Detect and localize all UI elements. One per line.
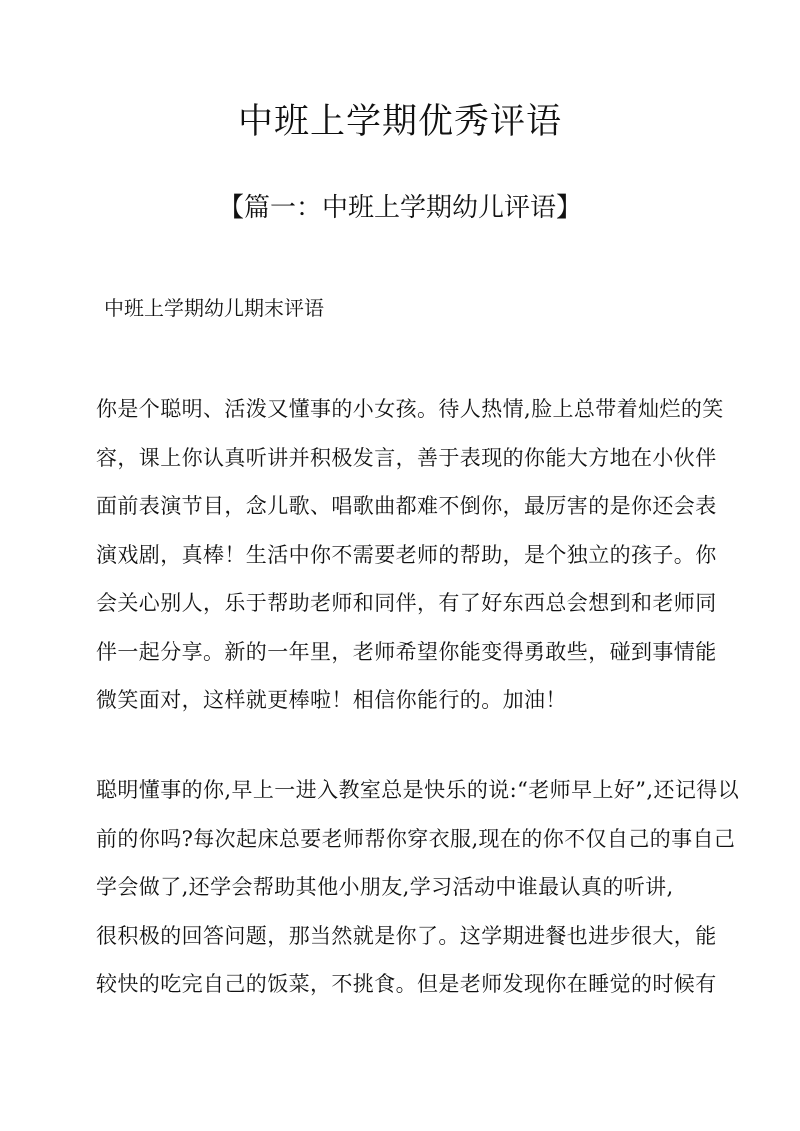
paragraph-line: 面前表演节目，念儿歌、唱歌曲都难不倒你，最厉害的是你还会表 [96,494,717,518]
paragraph-line: 容，课上你认真听讲并积极发言，善于表现的你能大方地在小伙伴 [96,445,717,470]
paragraph-line: 会关心别人，乐于帮助老师和同伴，有了好东西总会想到和老师同 [96,591,717,615]
paragraph-1 [96,385,724,725]
paragraph-line: 聪明懂事的你,早上一进入教室总是快乐的说:“老师早上好”,还记得以 [96,778,740,802]
paragraph-2 [96,766,740,1009]
paragraph-line: 较快的吃完自己的饭菜，不挑食。但是老师发现你在睡觉的时候有 [96,972,717,996]
document-title: 中班上学期优秀评语 [237,102,562,142]
paragraph-line: 学会做了,还学会帮助其他小朋友,学习活动中谁最认真的听讲, [96,875,674,899]
section-heading: 【篇一：中班上学期幼儿评语】 [217,193,582,223]
sub-heading: 中班上学期幼儿期末评语 [104,296,324,320]
paragraph-line: 前的你吗?每次起床总要老师帮你穿衣服,现在的你不仅自己的事自己 [96,826,736,851]
paragraph-line: 演戏剧，真棒！生活中你不需要老师的帮助，是个独立的孩子。你 [96,542,717,567]
paragraph-line: 你是个聪明、活泼又懂事的小女孩。待人热情,脸上总带着灿烂的笑 [96,397,724,421]
paragraph-line: 微笑面对，这样就更棒啦！相信你能行的。加油！ [96,688,567,712]
paragraph-line: 伴一起分享。新的一年里，老师希望你能变得勇敢些，碰到事情能 [96,639,717,664]
paragraph-line: 很积极的回答问题，那当然就是你了。这学期进餐也进步很大，能 [96,923,717,948]
